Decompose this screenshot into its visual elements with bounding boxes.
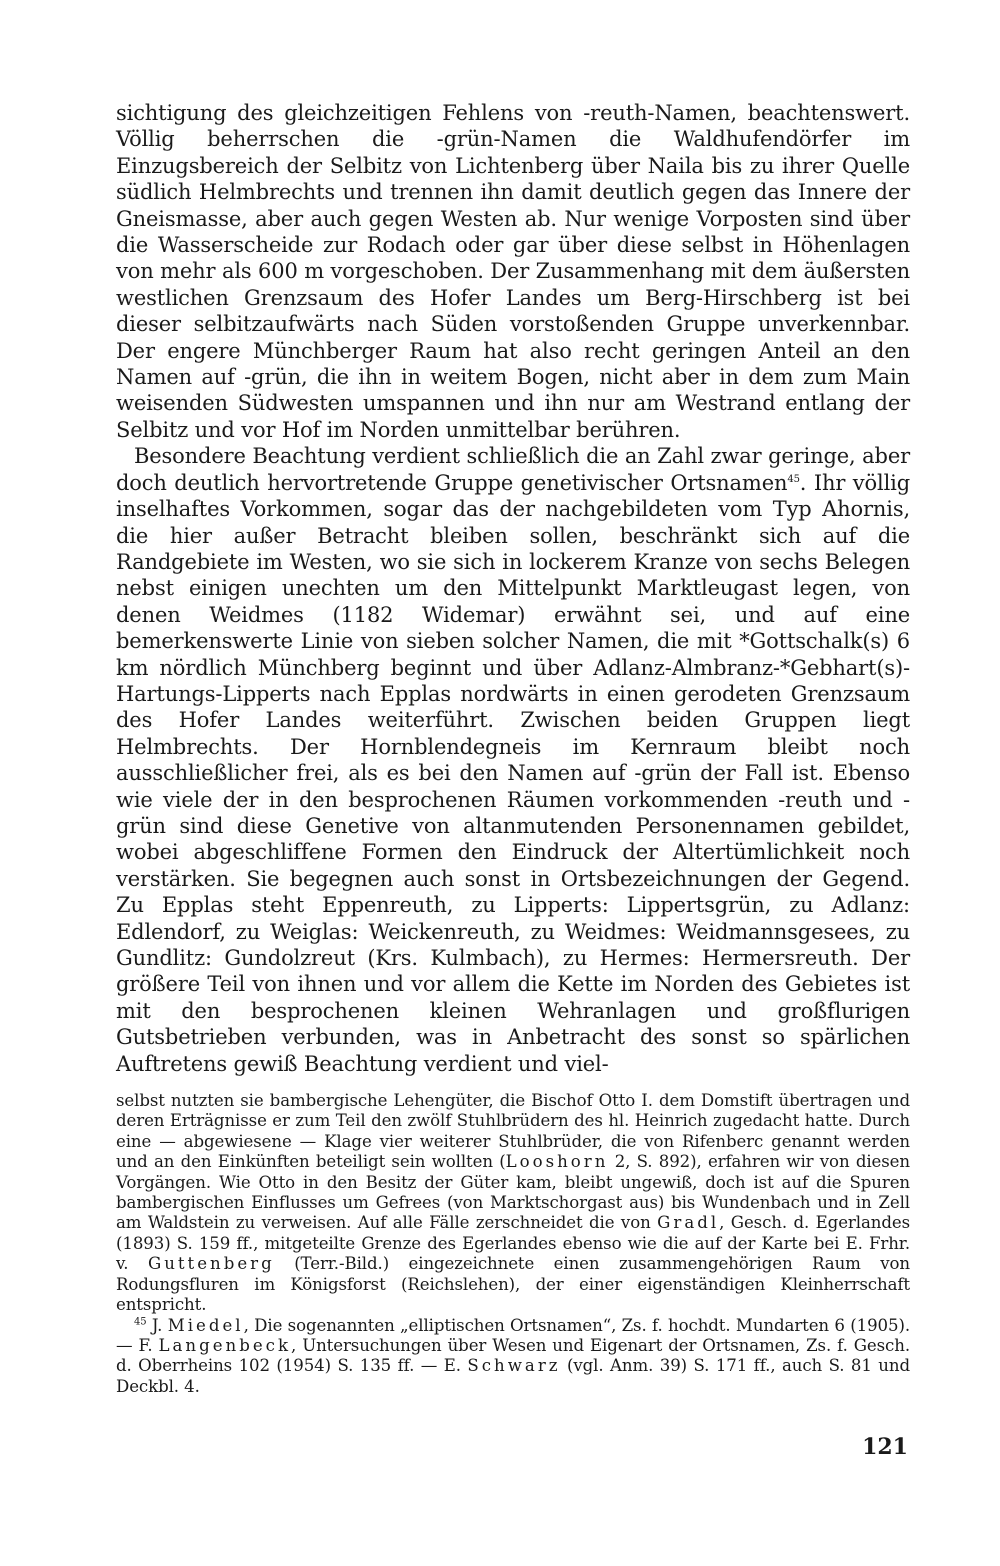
paragraph-1: sichtigung des gleichzeitigen Fehlens von -reuth-Namen, beachtenswert. Völlig beherrschen die -grün-Namen die Waldhufendörfer im Einzugsbereich der Selbitz von Lichtenberg über Naila bis zu ihrer Quelle südlich Helmbrechts und trennen ihn damit deutlich gegen das Innere der Gneismasse, aber auch gegen Westen ab. Nur wenige Vorposten sind über die Wasserscheide zur Rodach oder gar über diese selbst in Höhenlagen von mehr als 600 m vorgeschoben. Der Zusammenhang mit dem äußersten westlichen Grenzsaum des Hofer Landes um Berg-Hirschberg ist bei dieser selbitzaufwärts nach Süden vorstoßenden Gruppe unverkennbar. Der engere Münchberger Raum hat also recht geringen Anteil an den Namen auf -grün, die ihn in weitem Bogen, nicht aber in dem zum Main weisenden Südwesten umspannen und ihn nur am Westrand entlang der Selbitz und vor Hof im Norden unmittelbar berühren. (116, 101, 910, 442)
footnote-45: $^{45}$ J. Miedel, Die sogenannten „elliptischen Ortsnamen“, Zs. f. hochdt. Mundarten 6 (1905). — F. Langenbeck, Untersuchungen über Wesen und Eigenart der Ortsnamen, Zs. f. Gesch. d. Oberrheins 102 (1954) S. 135 ff. — E. Schwarz (vgl. Anm. 39) S. 171 ff., auch S. 81 und Deckbl. 4. (116, 1315, 910, 1396)
page-content (116, 100, 910, 1397)
paragraph-2: Besondere Beachtung verdient schließlich die an Zahl zwar geringe, aber doch deutlich hervortretende Gruppe genetivischer Ortsnamen$^{45}$. Ihr völlig inselhaftes Vorkommen, sogar das der nachgebildeten vom Typ Ahornis, die hier außer Betracht bleiben sollen, beschränkt sich auf die Randgebiete im Westen, wo sie sich in lockerem Kranze von sechs Belegen nebst einigen unechten um den Mittelpunkt Marktleugast legen, von denen Weidmes (1182 Widemar) erwähnt sei, und auf eine bemerkenswerte Linie von sieben solcher Namen, die mit *Gottschalk(s) 6 km nördlich Münchberg beginnt und über Adlanz-Almbranz-*Gebhart(s)-Hartungs-Lipperts nach Epplas nordwärts in einen gerodeten Grenzsaum des Hofer Landes weiterführt. Zwischen beiden Gruppen liegt Helmbrechts. Der Hornblendegneis im Kernraum bleibt noch ausschließlicher frei, als es bei den Namen auf -grün der Fall ist. Ebenso wie viele der in den besprochenen Räumen vorkommenden -reuth und -grün sind diese Genetive von altanmutenden Personennamen gebildet, wobei abgeschliffene Formen den Eindruck der Altertümlichkeit noch verstärken. Sie begegnen auch sonst in Ortsbezeichnungen der Gegend. Zu Epplas steht Eppenreuth, zu Lipperts: Lippertsgrün, zu Adlanz: Edlendorf, zu Weiglas: Weickenreuth, zu Weidmes: Weidmannsgesees, zu Gundlitz: Gundolzreut (Krs. Kulmbach), zu Hermes: Hermersreuth. Der größere Teil von ihnen und vor allem die Kette im Norden des Gebietes ist mit den besprochenen kleinen Wehranlagen und großflurigen Gutsbetrieben verbunden, was in Anbetracht des sonst so spärlichen Auftretens gewiß Beachtung verdient und viel- (116, 444, 911, 1076)
page-number: 121 (862, 1434, 908, 1460)
main-text (116, 100, 910, 1077)
footnote-ref-45: 45 (787, 473, 800, 485)
footnote-44-continued: selbst nutzten sie bambergische Lehengüter, die Bischof Otto I. dem Domstift übertragen und deren Erträgnisse er zum Teil den zwölf Stuhlbrüdern des hl. Heinrich zugedacht hatte. Durch eine — abgewiesene — Klage vier weiterer Stuhlbrüder, die von Rifenberc genannt werden und an den Einkünften beteiligt sein wollten (Looshorn 2, S. 892), erfahren wir von diesen Vorgängen. Wie Otto in den Besitz der Güter kam, bleibt ungewiß, doch ist auf die Spuren bambergischen Einflusses um Gefrees (von Marktschorgast aus) bis Wundenbach und in Zell am Waldstein zu verweisen. Auf alle Fälle zerschneidet die von Gradl, Gesch. d. Egerlandes (1893) S. 159 ff., mitgeteilte Grenze des Egerlandes ebenso wie die auf der Karte bei E. Frhr. v. Guttenberg (Terr.-Bild.) eingezeichnete einen zusammengehörigen Raum von Rodungsfluren im Königsforst (Reichslehen), der einer eigenständigen Kleinherrschaft entspricht. (116, 1091, 911, 1315)
footnote-number-45: 45 (134, 1315, 147, 1327)
footnotes (116, 1091, 910, 1397)
